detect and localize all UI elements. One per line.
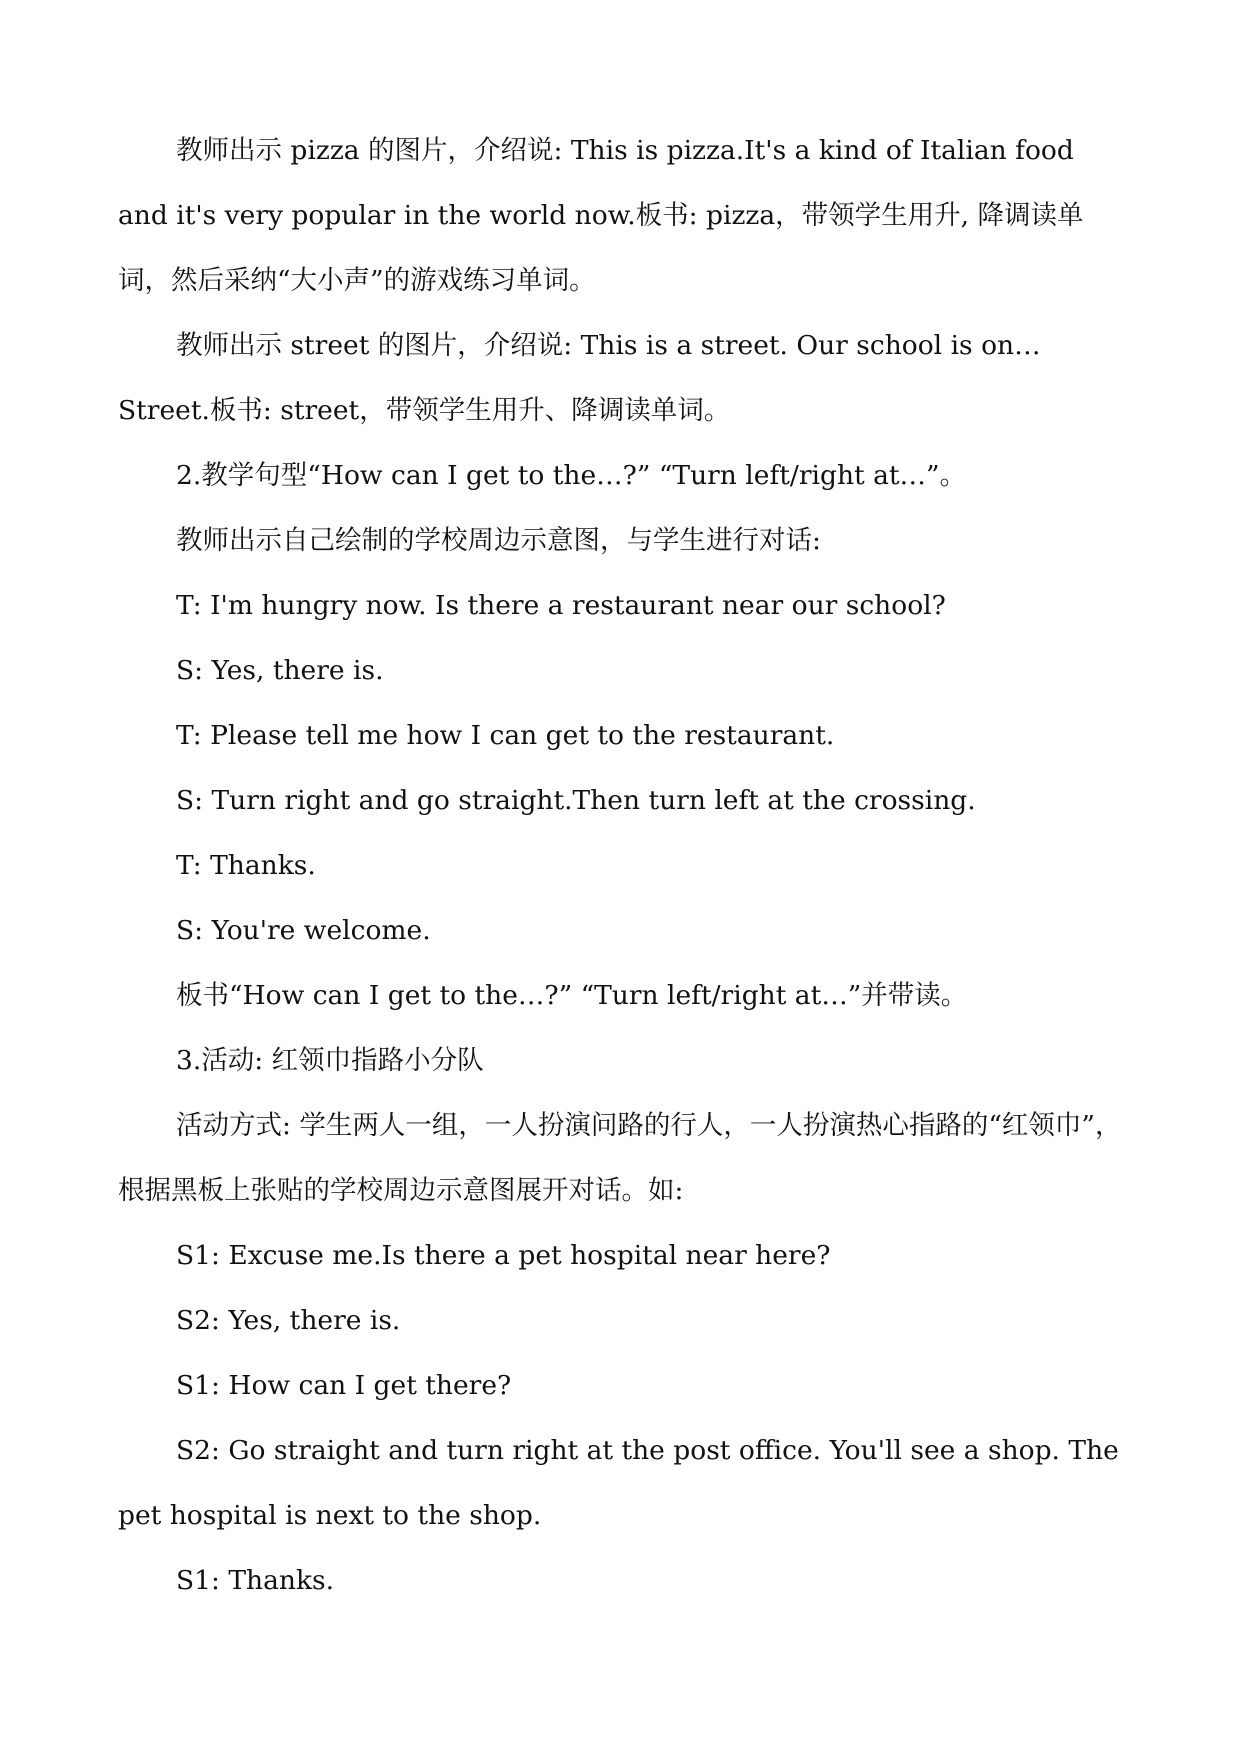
- paragraph-map-dialogue-intro: 教师出示自己绘制的学校周边示意图，与学生进行对话:: [176, 525, 821, 556]
- paragraph-activity-heading: 3.活动: 红领巾指路小分队: [176, 1045, 484, 1076]
- dialogue-line: S: Yes, there is.: [176, 655, 384, 686]
- paragraph-activity-method: 活动方式: 学生两人一组，一人扮演问路的行人，一人扮演热心指路的“红领巾”，根据黑板上张贴的学校周边示意图展开对话。如:: [118, 1110, 1122, 1206]
- dialogue-line: S: You're welcome.: [176, 915, 431, 946]
- paragraph-street-intro: 教师出示 street 的图片，介绍说: This is a street. Our school is on… Street.板书: street，带领学生用升、降调读单词。: [118, 330, 1041, 426]
- dialogue-line: T: I'm hungry now. Is there a restaurant near our school?: [176, 590, 946, 621]
- dialogue-line: S: Turn right and go straight.Then turn left at the crossing.: [176, 785, 976, 816]
- paragraph-pizza-intro: 教师出示 pizza 的图片，介绍说: This is pizza.It's a kind of Italian food and it's very popular in the world now.板书: pizza，带领学生用升, 降调读单词，然后采纳“大小声”的游戏练习单词。: [118, 135, 1084, 296]
- paragraph-blackboard-note: 板书“How can I get to the…?” “Turn left/right at…”并带读。: [176, 980, 968, 1011]
- dialogue-line: S2: Go straight and turn right at the post office. You'll see a shop. The pet hospital is next to the shop.: [118, 1435, 1119, 1531]
- paragraph-sentence-pattern-heading: 2.教学句型“How can I get to the…?” “Turn left/right at…”。: [176, 460, 967, 491]
- dialogue-line: S1: How can I get there?: [176, 1370, 512, 1401]
- dialogue-line: S2: Yes, there is.: [176, 1305, 401, 1336]
- dialogue-line: S1: Excuse me.Is there a pet hospital near here?: [176, 1240, 831, 1271]
- dialogue-line: S1: Thanks.: [176, 1565, 335, 1596]
- dialogue-line: T: Thanks.: [176, 850, 316, 881]
- dialogue-line: T: Please tell me how I can get to the restaurant.: [176, 720, 835, 751]
